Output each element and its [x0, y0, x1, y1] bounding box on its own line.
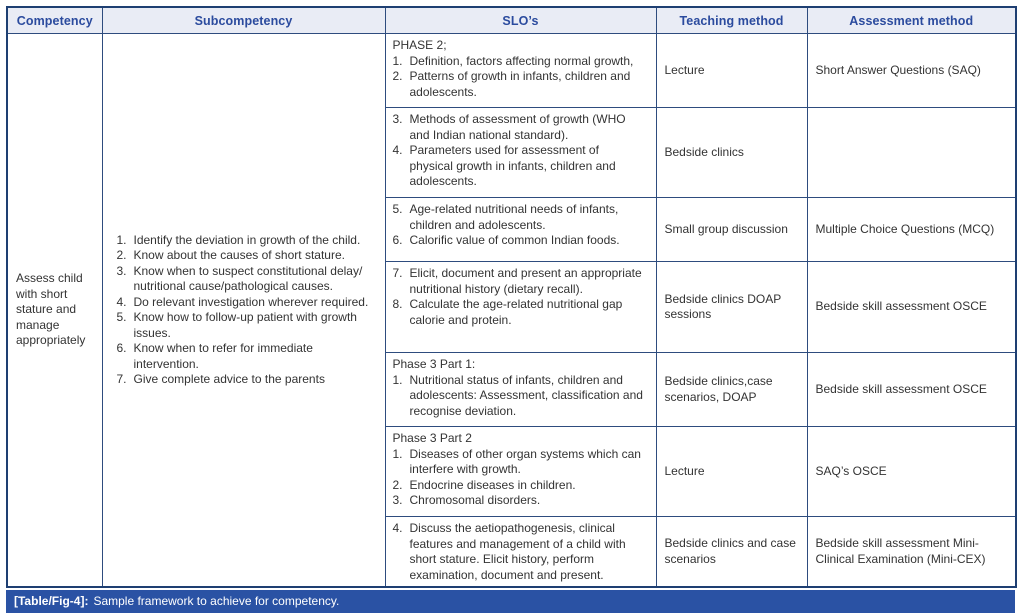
assessment-method-cell: SAQ’s OSCE: [807, 427, 1016, 517]
list-item-text: Know how to follow-up patient with growth issues.: [133, 310, 357, 340]
list-item: [117, 341, 371, 372]
teaching-method-cell: Small group discussion: [656, 198, 807, 262]
slo-phase-title: Phase 3 Part 1:: [392, 357, 476, 371]
list-item-number: 4.: [392, 143, 403, 157]
list-item-text: Know about the causes of short stature.: [133, 248, 345, 262]
list-item-number: 1.: [392, 372, 403, 387]
slo-list: [393, 447, 644, 509]
slo-cell: [385, 517, 656, 588]
list-item-number: 2.: [116, 248, 127, 262]
list-item: [393, 447, 644, 478]
competency-cell: [7, 34, 102, 588]
slo-cell: [385, 108, 656, 198]
caption-text: Sample framework to achieve for competency.: [93, 594, 340, 608]
column-header-slos: SLO’s: [385, 7, 656, 34]
assessment-method-cell: Bedside skill assessment OSCE: [807, 262, 1016, 353]
list-item-text: Know when to suspect constitutional delay/ nutritional cause/pathological causes.: [133, 263, 363, 293]
list-item-text: Methods of assessment of growth (WHO and Indian national standard).: [409, 112, 626, 142]
list-item: [117, 295, 371, 311]
slo-list: [393, 266, 644, 328]
list-item: [393, 493, 644, 509]
list-item-text: Know when to refer for immediate intervention.: [133, 341, 313, 371]
teaching-method-cell: Bedside clinics DOAP sessions: [656, 262, 807, 353]
column-header-subcompetency: Subcompetency: [102, 7, 385, 34]
list-item-number: 3.: [392, 493, 403, 507]
list-item-number: 5.: [116, 310, 127, 324]
slo-cell: [385, 34, 656, 108]
list-item-number: 2.: [392, 477, 403, 492]
list-item-number: 1.: [392, 446, 403, 461]
list-item-number: 3.: [392, 112, 403, 126]
list-item-number: 4.: [392, 521, 403, 535]
list-item-text: Definition, factors affecting normal growth,: [409, 53, 634, 68]
slo-phase-title: Phase 3 Part 2: [392, 431, 472, 445]
list-item: [117, 264, 371, 295]
teaching-method-cell: Lecture: [656, 427, 807, 517]
list-item: [393, 112, 644, 143]
competency-framework-table: [6, 6, 1017, 588]
caption-label: [Table/Fig-4]:: [14, 594, 89, 608]
list-item: [393, 521, 644, 583]
slo-list: [393, 202, 644, 249]
list-item: [393, 478, 644, 494]
list-item-number: 2.: [392, 69, 403, 83]
list-item-text: Diseases of other organ systems which can interfere with growth.: [409, 446, 641, 476]
slo-phase-title: PHASE 2;: [392, 38, 447, 52]
list-item: [117, 233, 371, 249]
list-item-number: 3.: [116, 263, 127, 278]
list-item-number: 1.: [116, 232, 127, 247]
slo-list: [393, 54, 644, 101]
list-item: [393, 297, 644, 328]
subcompetency-list: [117, 233, 371, 388]
slo-list: [393, 112, 644, 190]
list-item: [117, 372, 371, 388]
list-item-number: 7.: [116, 372, 127, 386]
list-item: [393, 233, 644, 249]
column-header-assessment-method: Assessment method: [807, 7, 1016, 34]
competency-text: Assess child with short stature and manage appropriately: [16, 271, 86, 348]
assessment-method-cell: Short Answer Questions (SAQ): [807, 34, 1016, 108]
header-row: [7, 7, 1016, 34]
list-item-text: Chromosomal disorders.: [409, 493, 541, 507]
list-item-text: Elicit, document and present an appropriate nutritional history (dietary recall).: [409, 266, 642, 296]
list-item: [393, 69, 644, 100]
assessment-method-cell: Bedside skill assessment OSCE: [807, 353, 1016, 427]
list-item-text: Identify the deviation in growth of the child.: [133, 232, 361, 247]
list-item-text: Nutritional status of infants, children and adolescents: Assessment, classification and recognise deviation.: [409, 372, 643, 418]
list-item-text: Age-related nutritional needs of infants, children and adolescents.: [409, 202, 619, 232]
list-item-text: Do relevant investigation wherever required.: [133, 294, 369, 309]
column-header-teaching-method: Teaching method: [656, 7, 807, 34]
assessment-method-cell: Multiple Choice Questions (MCQ): [807, 198, 1016, 262]
teaching-method-cell: Lecture: [656, 34, 807, 108]
list-item-text: Calculate the age-related nutritional gap calorie and protein.: [409, 297, 623, 327]
teaching-method-cell: Bedside clinics: [656, 108, 807, 198]
list-item: [393, 373, 644, 420]
teaching-method-cell: Bedside clinics,case scenarios, DOAP: [656, 353, 807, 427]
list-item-text: Parameters used for assessment of physical growth in infants, children and adolescents.: [409, 143, 616, 188]
list-item-text: Discuss the aetiopathogenesis, clinical features and management of a child with short stature. Elicit history, perform examination, document and present.: [409, 521, 626, 582]
list-item-number: 6.: [392, 233, 403, 247]
assessment-method-cell: Bedside skill assessment Mini-Clinical Examination (Mini-CEX): [807, 517, 1016, 588]
list-item: [393, 266, 644, 297]
list-item-text: Patterns of growth in infants, children and adolescents.: [409, 69, 631, 99]
list-item: [393, 143, 644, 190]
slo-list: [393, 521, 644, 583]
list-item-text: Give complete advice to the parents: [133, 372, 325, 386]
list-item-number: 4.: [116, 294, 127, 309]
table-row: [7, 34, 1016, 108]
slo-cell: [385, 353, 656, 427]
list-item-number: 5.: [392, 202, 403, 216]
list-item-number: 7.: [392, 266, 403, 280]
list-item: [393, 202, 644, 233]
list-item-number: 8.: [392, 297, 403, 311]
slo-cell: [385, 427, 656, 517]
slo-cell: [385, 198, 656, 262]
list-item-text: Calorific value of common Indian foods.: [409, 233, 620, 247]
teaching-method-cell: Bedside clinics and case scenarios: [656, 517, 807, 588]
list-item-number: 6.: [116, 341, 127, 355]
list-item: [117, 248, 371, 264]
subcompetency-cell: [102, 34, 385, 588]
assessment-method-cell: [807, 108, 1016, 198]
list-item-text: Endocrine diseases in children.: [409, 477, 576, 492]
slo-list: [393, 373, 644, 420]
slo-cell: [385, 262, 656, 353]
list-item-number: 1.: [392, 53, 403, 68]
list-item: [393, 54, 644, 70]
column-header-competency: Competency: [7, 7, 102, 34]
list-item: [117, 310, 371, 341]
